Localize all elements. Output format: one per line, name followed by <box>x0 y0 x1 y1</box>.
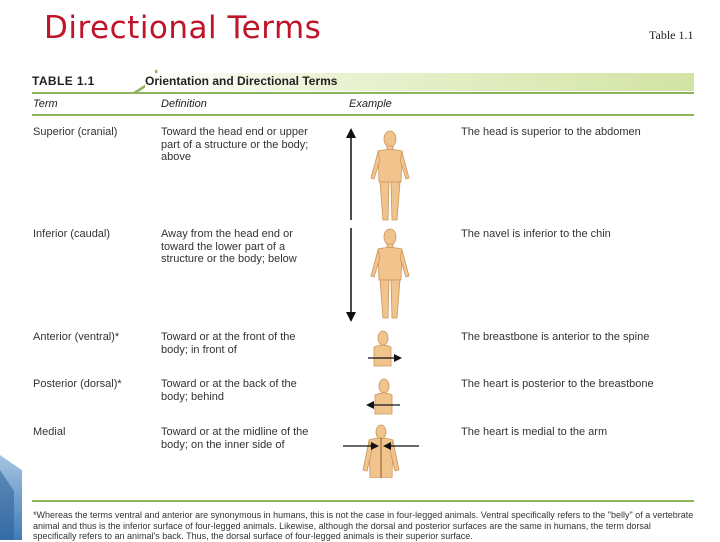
example-posterior: The heart is posterior to the breastbone <box>461 378 654 390</box>
definition-superior: Toward the head end or upper part of a structure or the body; above <box>161 126 309 163</box>
posterior-arrow-icon <box>364 378 404 416</box>
footnote: *Whereas the terms ventral and anterior are synonymous in humans, this is not the case in four-legged animals. Ventral specifically refers to the "belly" of a vertebrate animal and thus is the inferior surface of four-legged animals. Likewise, although the dorsal and posterior surfaces are the same in humans, the term dorsal specifically refers to an animal's back. Thus, the dorsal surface of four-legged animals is their superior surface. <box>33 510 694 541</box>
column-header-definition: Definition <box>161 98 207 110</box>
column-header-rule <box>32 114 694 116</box>
definition-inferior: Away from the head end or toward the lower part of a structure or the body; below <box>161 228 297 265</box>
term-anterior: Anterior (ventral)* <box>33 331 120 343</box>
column-header-term: Term <box>33 98 58 110</box>
example-anterior: The breastbone is anterior to the spine <box>461 331 650 343</box>
term-inferior: Inferior (caudal) <box>33 228 111 240</box>
term-medial: Medial <box>33 426 66 438</box>
body-figure-icon <box>365 228 415 320</box>
inferior-arrow-icon <box>343 226 359 322</box>
footnote-rule <box>32 500 694 502</box>
body-figure-icon <box>365 130 415 222</box>
slide-title: Directional Terms <box>44 10 322 46</box>
example-superior: The head is superior to the abdomen <box>461 126 641 138</box>
example-medial: The heart is medial to the arm <box>461 426 608 438</box>
definition-posterior: Toward or at the back of the body; behind <box>161 378 297 403</box>
header-rule <box>32 92 694 94</box>
table-label: TABLE 1.1 <box>32 74 95 88</box>
definition-anterior: Toward or at the front of the body; in front of <box>161 331 296 356</box>
table-header-bar <box>32 72 694 92</box>
term-posterior: Posterior (dorsal)* <box>33 378 122 390</box>
table-caption: Orientation and Directional Terms <box>145 73 694 91</box>
example-inferior: The navel is inferior to the chin <box>461 228 611 240</box>
anterior-arrow-icon <box>364 330 404 370</box>
table-reference: Table 1.1 <box>649 28 694 42</box>
superior-arrow-icon <box>343 128 359 224</box>
column-header-example: Example <box>349 98 392 110</box>
definition-medial: Toward or at the midline of the body; on the inner side of <box>161 426 309 451</box>
medial-arrows-icon <box>343 424 419 478</box>
term-superior: Superior (cranial) <box>33 126 118 138</box>
